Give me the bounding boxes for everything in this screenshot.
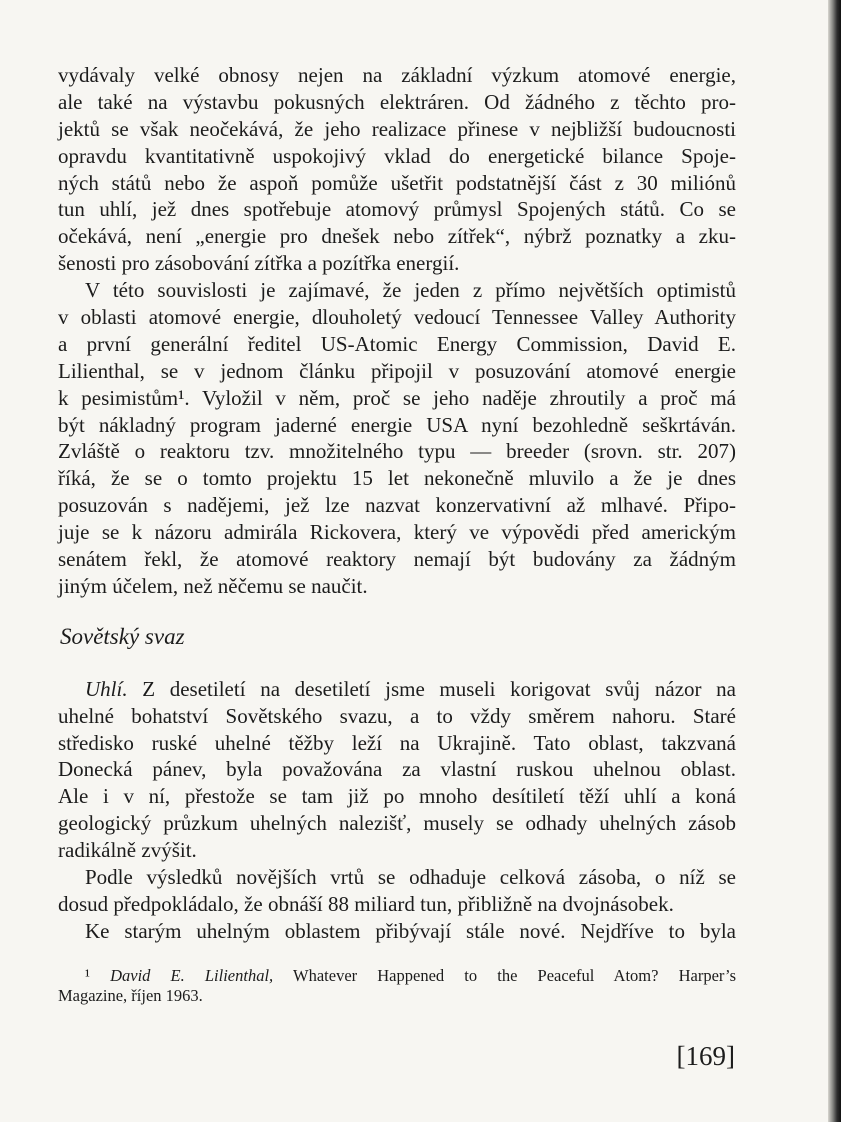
text-line: Ke starým uhelným oblastem přibývají stále nové. Nejdříve to byla [85, 918, 736, 943]
text-line: dosud předpokládalo, že obnáší 88 miliard tun, přibližně na dvojnásobek. [58, 891, 674, 916]
text-line: radikálně zvýšit. [58, 838, 197, 863]
run-in-heading: Uhlí. [85, 676, 128, 701]
text-line: juje se k názoru admirála Rickovera, který ve výpovědi před americkým [58, 520, 736, 545]
text-line: Podle výsledků novějších vrtů se odhaduje celková zásoba, o níž se [85, 865, 736, 890]
text-line: uhelné bohatství Sovětského svazu, a to vždy směrem nahoru. Staré [58, 703, 736, 728]
footnote-author: David E. Lilienthal, [110, 965, 274, 985]
footnote-line [58, 966, 736, 986]
text-line: šenosti pro zásobování zítřka a pozítřka energií. [58, 251, 460, 276]
text-line: k pesimistům¹. Vyložil v něm, proč se jeho naděje zhroutily a proč má [58, 385, 736, 410]
text-line: Donecká pánev, byla považována za vlastní ruskou uhelnou oblast. [58, 757, 736, 782]
text-line: jiným účelem, než něčemu se naučit. [58, 573, 368, 598]
book-page-body [58, 62, 736, 1006]
book-spine-shadow [828, 0, 841, 1122]
footnote [58, 966, 736, 1006]
text-line: a první generální ředitel US-Atomic Energy Commission, David E. [58, 331, 736, 356]
text-line: geologický průzkum uhelných nalezišť, musely se odhady uhelných zásob [58, 811, 736, 836]
paragraph-4 [58, 864, 736, 918]
text-line: tun uhlí, jež dnes spotřebuje atomový průmysl Spojených států. Co se [58, 197, 736, 222]
section-spacer [58, 664, 736, 676]
text-line: očekává, není „energie pro dnešek nebo zítřek“, nýbrž poznatky a zku- [58, 224, 736, 249]
text-line: říká, že se o tomto projektu 15 let nekonečně mluvilo a že je dnes [58, 466, 736, 491]
text-line: senátem řekl, že atomové reaktory nemají být budovány za žádným [58, 547, 736, 572]
text-run: Z desetiletí na desetiletí jsme museli korigovat svůj názor na [127, 676, 736, 701]
paragraph-3 [58, 676, 736, 864]
text-line: být nákladný program jaderné energie USA nyní bezohledně seškrtáván. [58, 412, 736, 437]
section-heading: Sovětský svaz [60, 623, 185, 649]
text-line: ale také na výstavbu pokusných elektráren. Od žádného z těchto pro- [58, 89, 736, 114]
footnote-text: Whatever Happened to the Peaceful Atom? Harper’s [273, 965, 737, 985]
text-line: Lilienthal, se v jednom článku připojil v posuzování atomové energie [58, 358, 736, 383]
page-number: [169] [676, 1041, 735, 1071]
text-line: V této souvislosti je zajímavé, že jeden z přímo největších optimistů [85, 278, 736, 303]
footnote-line: Magazine, říjen 1963. [58, 985, 203, 1005]
paragraph-1 [58, 62, 736, 277]
text-line: jektů se však neočekává, že jeho realizace přinese v nejbližší budoucnosti [58, 116, 736, 141]
text-line: Ale i v ní, přestože se tam již po mnoho desítiletí těží uhlí a koná [58, 784, 736, 809]
paragraph-5 [58, 918, 736, 945]
text-line: opravdu kvantitativně uspokojivý vklad do energetické bilance Spoje- [58, 143, 736, 168]
text-line: posuzován s nadějemi, jež lze nazvat konzervativní až mlhavé. Připo- [58, 493, 736, 518]
text-line [58, 676, 736, 703]
paragraph-2 [58, 277, 736, 600]
footnote-marker: ¹ [85, 965, 90, 985]
text-line: ných států nebo že aspoň pomůže ušetřit podstatnější část z 30 miliónů [58, 170, 736, 195]
text-line: v oblasti atomové energie, dlouholetý vedoucí Tennessee Valley Authority [58, 305, 736, 330]
text-line: vydávaly velké obnosy nejen na základní výzkum atomové energie, [58, 63, 736, 87]
text-line: středisko ruské uhelné těžby leží na Ukrajině. Tato oblast, takzvaná [58, 730, 736, 755]
text-line: Zvláště o reaktoru tzv. množitelného typu — breeder (srovn. str. 207) [58, 439, 736, 464]
